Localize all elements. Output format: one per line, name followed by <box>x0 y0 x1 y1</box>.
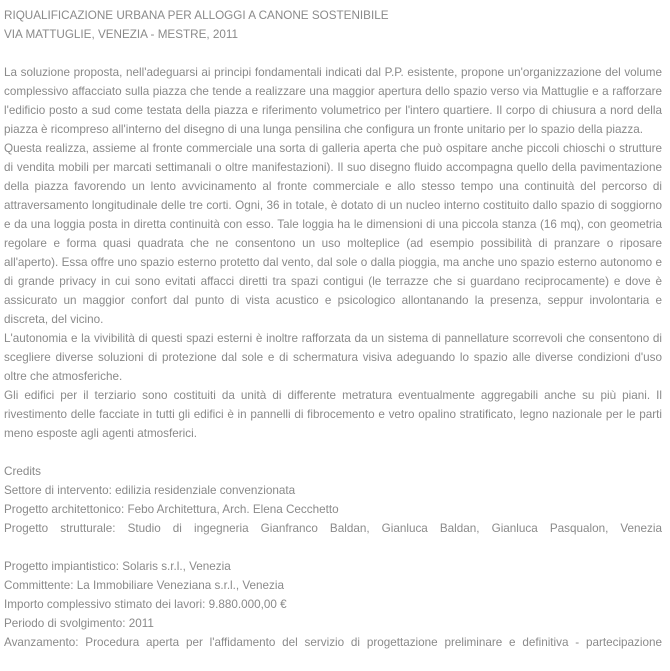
project-title <box>4 6 662 44</box>
credits-heading: Credits <box>4 465 42 478</box>
paragraph: L'autonomia e la vivibilità di questi spazi esterni è inoltre rafforzata da un sistema di pannellature scorrevoli che consentono di scegliere diverse soluzioni di protezione dal sole e di schermatura visiva adeguando lo spazio alle diverse condizioni d'uso oltre che atmosferiche. <box>4 332 662 383</box>
credits-item: Progetto architettonico: Febo Architettura, Arch. Elena Cecchetto <box>4 503 339 516</box>
credits-item: Importo complessivo stimato dei lavori: 9.880.000,00 € <box>4 598 287 611</box>
project-title-line-2: VIA MATTUGLIE, VENEZIA - MESTRE, 2011 <box>4 28 239 41</box>
credits-item: Committente: La Immobiliare Veneziana s.r.l., Venezia <box>4 579 284 592</box>
project-title-line-1: RIQUALIFICAZIONE URBANA PER ALLOGGI A CANONE SOSTENIBILE <box>4 9 389 22</box>
credits-item: Settore di intervento: edilizia residenziale convenzionata <box>4 484 296 497</box>
credits-item: Progetto impiantistico: Solaris s.r.l., Venezia <box>4 560 231 573</box>
paragraph: Questa realizza, assieme al fronte commerciale una sorta di galleria aperta che può ospitare anche piccoli chioschi o strutture di vendita mobili per marcati settimanali o oltre manifestazioni). Il suo disegno fluido accompagna quello della pavimentazione della piazza favorendo un lento avvicinamento al fronte commerciale e allo stesso tempo una continuità del percorso di attraversamento longitudinale delle tre corti. Ogni, 36 in totale, è dotato di un nucleo interno costituito dallo spazio di soggiorno e da una loggia posta in diretta continuità con esso. Tale loggia ha le dimensioni di una piccola stanza (16 mq), con geometria regolare e forma quasi quadrata che ne consentono un uso molteplice (ad esempio possibilità di pranzare o riposare all'aperto). Essa offre uno spazio esterno protetto dal vento, dal sole o dalla pioggia, ma anche uno spazio esterno autonomo e di grande privacy in cui sono evitati affacci diretti tra spazi contigui (le terrazze che si guardano reciprocamente) e dove è assicurato un maggior confort dal punto di vista acustico e psicologico allontanando la presenza, seppur involontaria e discreta, del vicino. <box>4 142 662 326</box>
body-credits-spacer <box>4 443 662 462</box>
paragraph: Gli edifici per il terziario sono costituiti da unità di differente metratura eventualmente aggregabili anche su più piani. Il rivestimento delle facciate in tutti gli edifici è in pannelli di fibrocemento e vetro opalino stratificato, legno nazionale per le parti meno esposte agli agenti atmosferici. <box>4 389 662 440</box>
credits-item: Periodo di svolgimento: 2011 <box>4 617 154 630</box>
project-description <box>4 63 662 443</box>
credits-item: Progetto strutturale: Studio di ingegneria Gianfranco Baldan, Gianluca Baldan, Gianluca Pasqualon, Venezia <box>4 522 662 535</box>
title-body-spacer <box>4 44 662 63</box>
paragraph: La soluzione proposta, nell'adeguarsi ai principi fondamentali indicati dal P.P. esistente, propone un'organizzazione del volume complessivo affacciato sulla piazza che tende a realizzare una maggior apertura dello spazio verso via Mattuglie e a rafforzare l'edificio posto a sud come testata della piazza e riferimento volumetrico per l'intero quartiere. Il corpo di chiusura a nord della piazza è ricompreso all'interno del disegno di una lunga pensilina che configura un fronte unitario per lo spazio della piazza. <box>4 66 662 136</box>
credits-section <box>4 462 662 671</box>
credits-item: Avanzamento: Procedura aperta per l'affidamento del servizio di progettazione preliminare e definitiva - partecipazione <box>4 636 662 649</box>
